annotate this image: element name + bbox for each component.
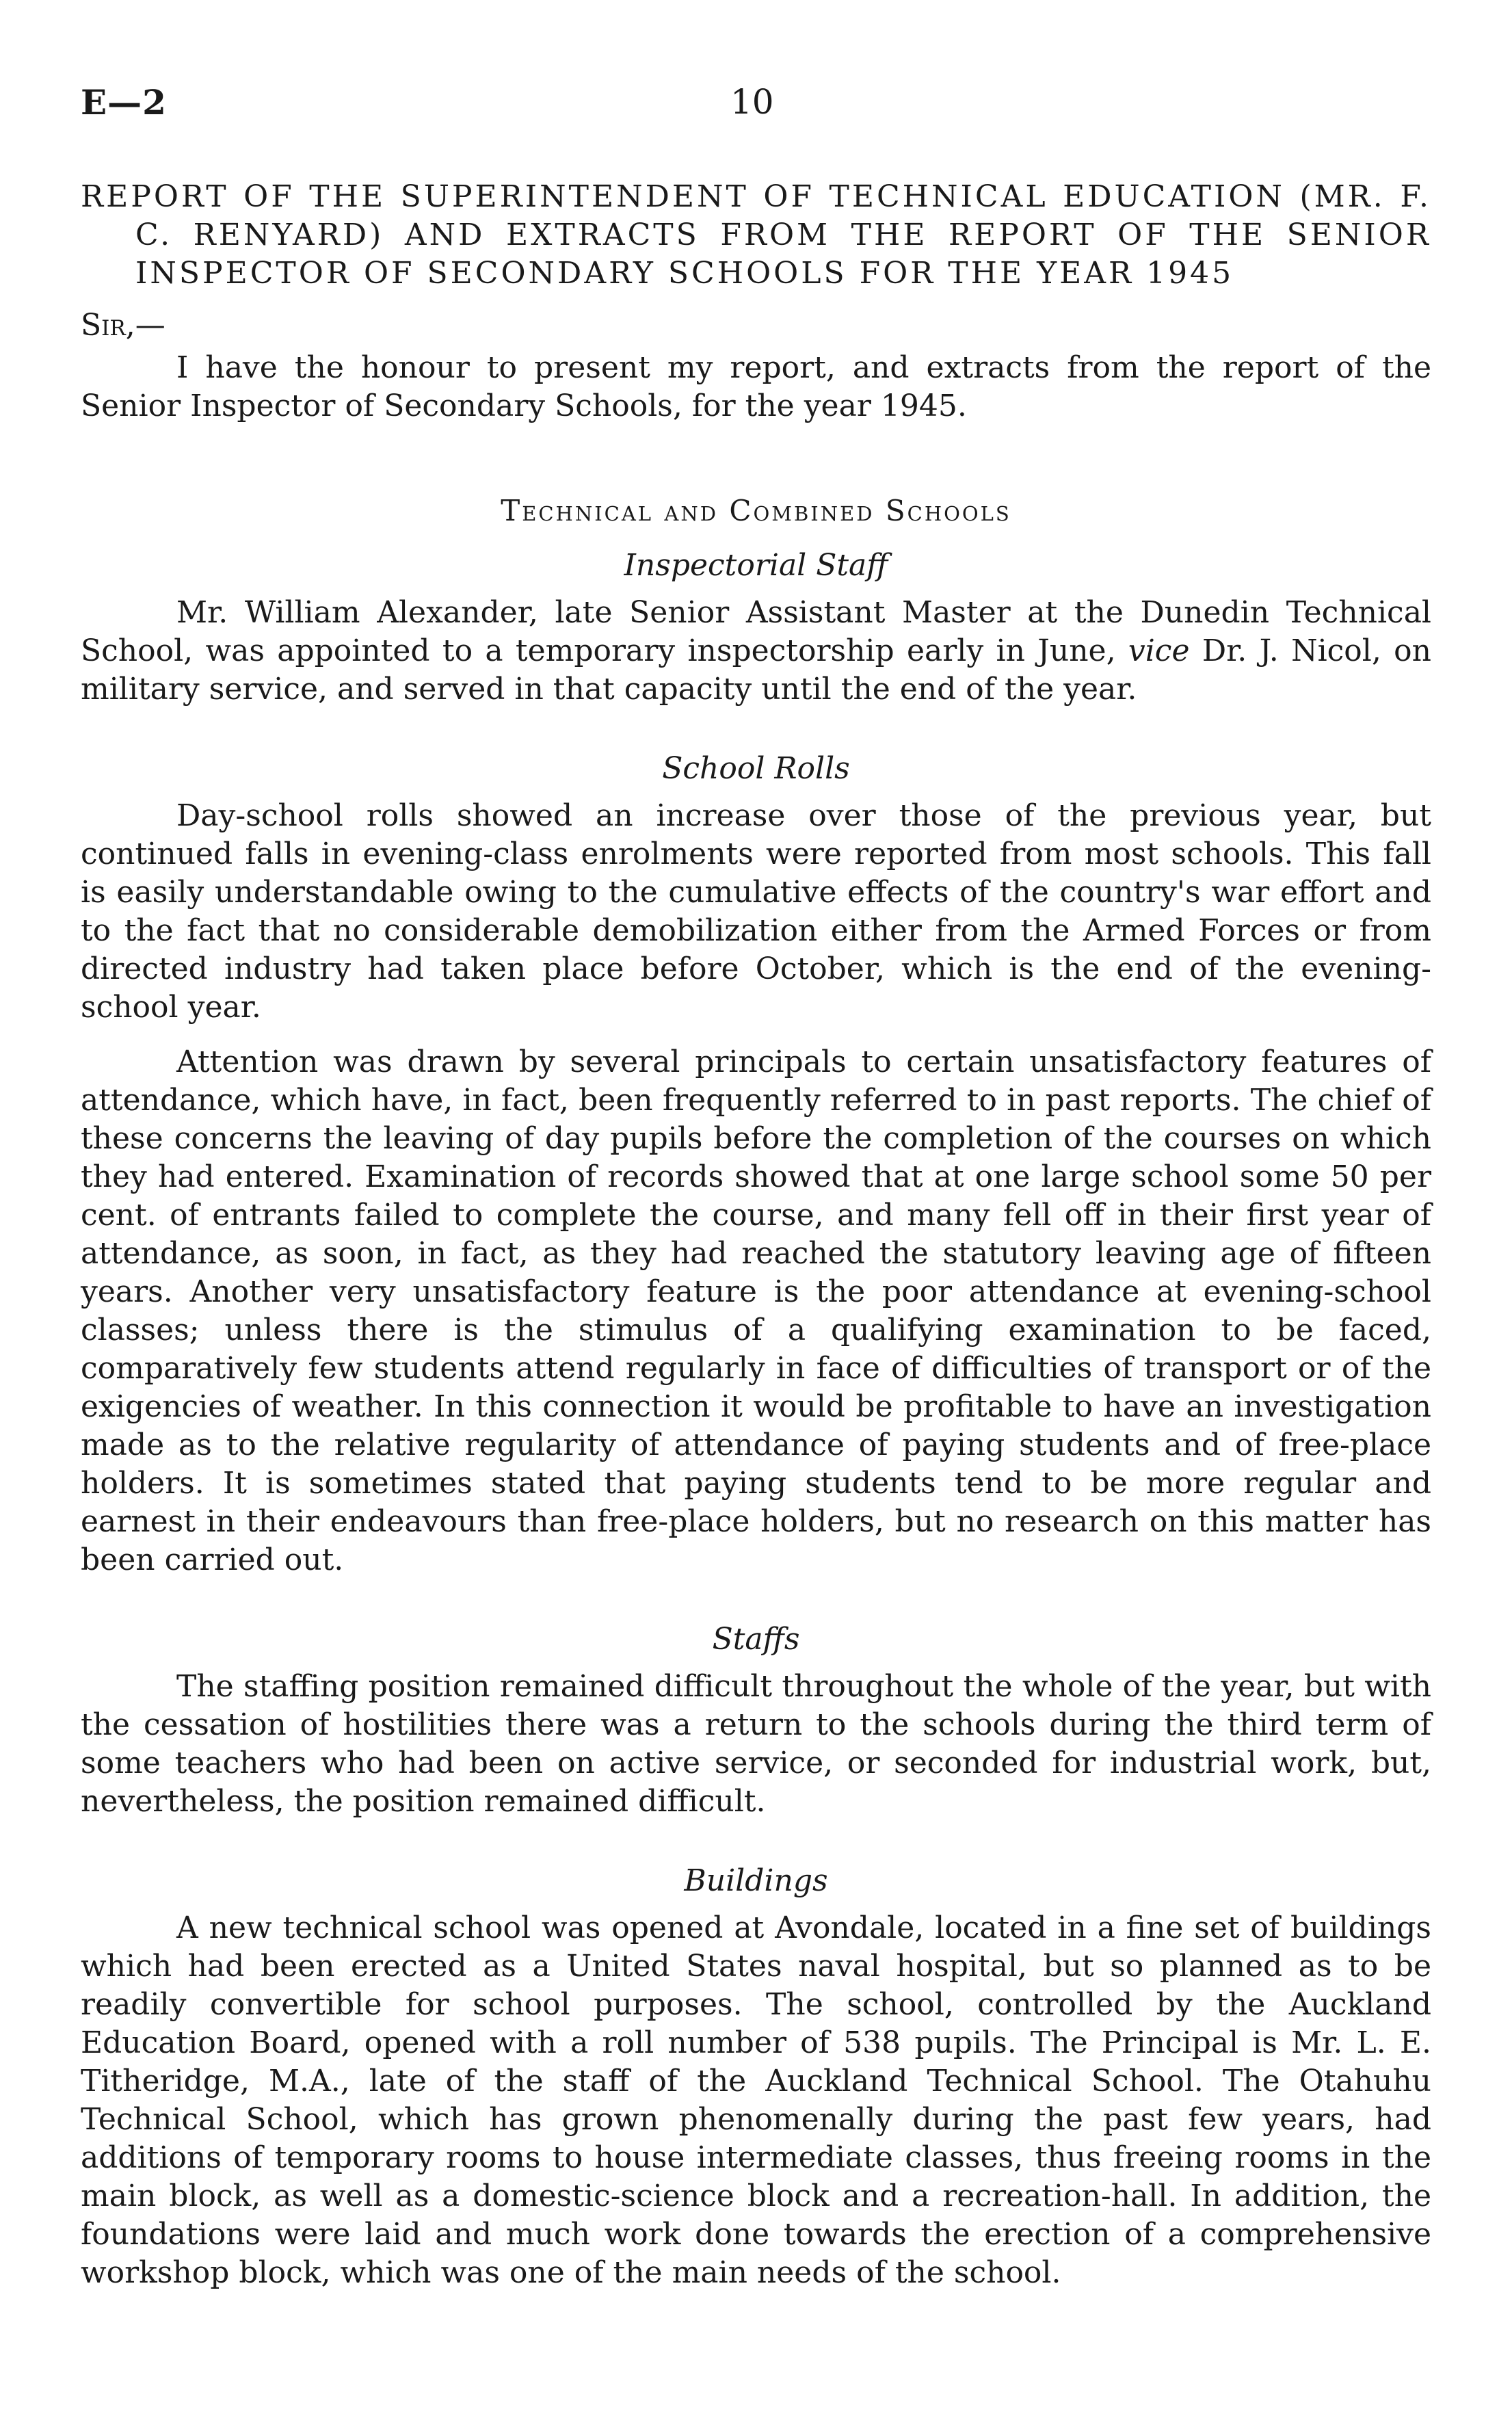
staffs-paragraph: The staffing position remained difficult throughout the whole of the year, but with the cessation of hostilities there was a return to the schools during the third term of some teachers who had been on active service, or seconded for industrial work, but, nevertheless, the position remained difficult. bbox=[81, 1669, 1431, 1819]
inspectorial-staff-paragraph bbox=[81, 594, 1431, 709]
section-title: Technical and Combined Schools bbox=[501, 494, 1011, 527]
document-page bbox=[81, 82, 1431, 2292]
buildings-paragraph: A new technical school was opened at Avondale, located in a fine set of buildings which had been erected as a United States naval hospital, but so planned as to be readily convertible for school purposes. The school, controlled by the Auckland Education Board, opened with a roll number of 538 pupils. The Principal is Mr. L. E. Titheridge, M.A., late of the staff of the Auckland Technical School. The Otahuhu Technical School, which has grown phenomenally during the past few years, had additions of temporary rooms to house intermediate classes, thus freeing rooms in the main block, as well as a domestic-science block and a recreation-hall. In addition, the foundations were laid and much work done towards the erection of a comprehensive workshop block, which was one of the main needs of the school. bbox=[81, 1910, 1431, 2290]
salutation: Sir,— bbox=[81, 308, 165, 343]
subsection-heading-buildings: Buildings bbox=[684, 1863, 828, 1898]
page-header bbox=[81, 82, 1431, 130]
subsection-heading-school-rolls: School Rolls bbox=[662, 751, 850, 786]
page-number: 10 bbox=[730, 82, 774, 122]
inspectorial-staff-text-before: Mr. William Alexander, late Senior Assistant Master at the Dunedin Technical School, was appointed to a temporary inspectorship early in June, bbox=[81, 595, 1431, 668]
school-rolls-paragraph: Day-school rolls showed an increase over those of the previous year, but continued falls in evening-class enrolments were reported from most schools. This fall is easily understandable owing to the cumulative effects of the country's war effort and to the fact that no considerable demobilization either from the Armed Forces or from directed industry had taken place before October, which is the end of the evening-school year. bbox=[81, 798, 1431, 1025]
school-rolls-paragraph: Attention was drawn by several principals to certain unsatisfactory features of attendance, which have, in fact, been frequently referred to in past reports. The chief of these concerns the leaving of day pupils before the completion of the courses on which they had entered. Examination of records showed that at one large school some 50 per cent. of entrants failed to complete the course, and many fell off in their first year of attendance, as soon, in fact, as they had reached the statutory leaving age of fifteen years. Another very unsatisfactory feature is the poor attendance at evening-school classes; unless there is the stimulus of a qualifying examination to be faced, comparatively few students attend regularly in face of difficulties of transport or of the exigencies of weather. In this connection it would be profitable to have an investigation made as to the relative regularity of attendance of paying students and of free-place holders. It is sometimes stated that paying students tend to be more regular and earnest in their endeavours than free-place holders, but no research on this matter has been carried out. bbox=[81, 1044, 1431, 1577]
document-code: E—2 bbox=[81, 82, 167, 122]
latin-term: vice bbox=[1128, 633, 1190, 668]
intro-paragraph: I have the honour to present my report, and extracts from the report of the Senior Inspector of Secondary Schools, for the year 1945. bbox=[81, 350, 1431, 423]
report-title: REPORT OF THE SUPERINTENDENT OF TECHNICAL EDUCATION (MR. F. C. RENYARD) AND EXTRACTS FROM THE REPORT OF THE SENIOR INSPECTOR OF SECONDARY SCHOOLS FOR THE YEAR 1945 bbox=[81, 179, 1431, 291]
subsection-heading-inspectorial-staff: Inspectorial Staff bbox=[624, 548, 888, 583]
inspectorial-staff-text-after: Dr. J. Nicol, on military service, and served in that capacity until the end of the year. bbox=[81, 633, 1431, 707]
subsection-heading-staffs: Staffs bbox=[712, 1622, 800, 1657]
